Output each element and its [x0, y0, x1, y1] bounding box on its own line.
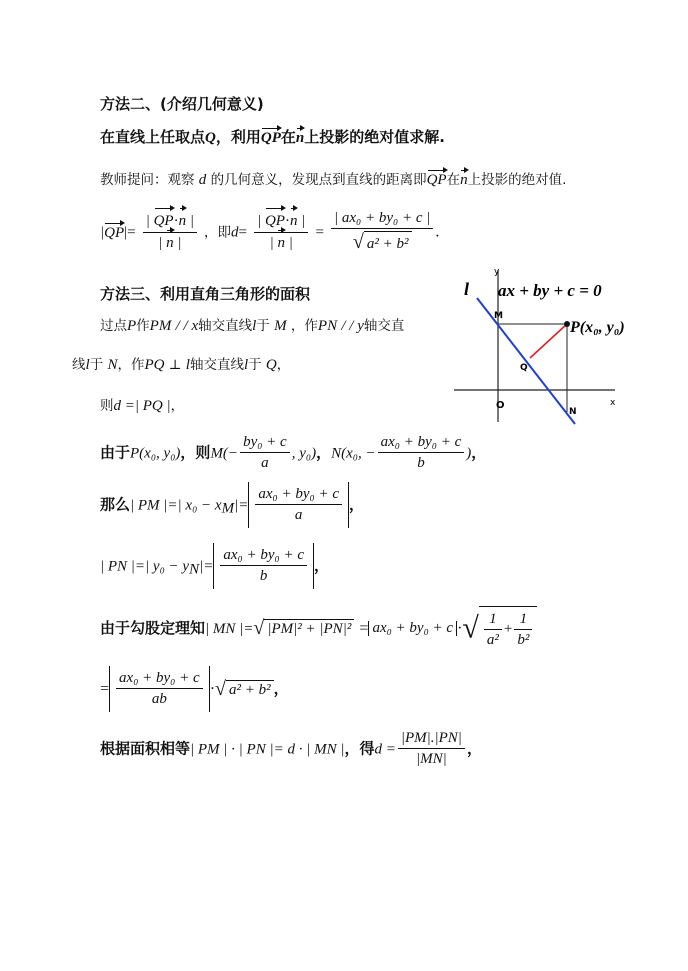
perpendicular-pq	[530, 324, 567, 358]
label-m: M	[494, 311, 503, 321]
area-equality: 根据面积相等| PM | · | PN |= d · | MN |，得d = $\frac{|PM|.|PN|}{|MN|}$ ，	[100, 730, 482, 768]
pm-length: 那么| PM |=| $x_0 - x_M|=$ $\frac{\text{ax₀ + by₀ + c}}{a}$ ，	[100, 482, 364, 528]
coordinates-m-n: 由于P(x₀, y₀)，则M(− $\frac{\text{by₀ + c}}{a}$ , y₀)，N(x₀, − $\frac{\text{ax₀ + by₀ + c}}{b}$ )，	[100, 434, 487, 472]
geometry-figure	[450, 262, 630, 427]
point-q: Q	[205, 130, 216, 146]
label-l: l	[464, 279, 470, 299]
teacher-question: 教师提问：观察 d 的几何意义，发现点到直线的距离即QP在n上投影的绝对值.	[100, 172, 567, 188]
label-origin: O	[496, 400, 505, 411]
vector-n: n	[295, 130, 305, 146]
pn-length: | PN |=| $y_0 - y_N|=$ $\frac{\text{ax₀ + by₀ + c}}{b}$ ，	[100, 543, 329, 589]
label-x: x	[610, 398, 616, 408]
method3-title: 方法三、利用直角三角形的面积	[100, 285, 311, 303]
vector-qp: QP	[260, 130, 281, 146]
construction-line-1: 过点P作PM / / x轴交直线l于 M ，作PN / / y轴交直	[100, 318, 405, 334]
then-d-eq-pq: 则d =| PQ |，	[100, 398, 185, 414]
label-equation: ax + by + c = 0	[498, 281, 602, 300]
distance-formula-projection: |QP|= $\frac{| QP\cdot n |}{| n |}$ ，即d= $\frac{| QP\cdot n |}{| n |}$ = $\frac{\text{| ax₀ + by₀ + c |}}{\text{√ a² + b²}}$ .	[100, 210, 440, 254]
mn-length-pythagoras: 由于勾股定理知| MN |=√ |PM|² + |PN|² = ax₀ + by₀ + c ·√ $\frac{1}{\text{a²}}$ + $\frac{1}{\text{b²}}$	[100, 606, 537, 651]
method2-statement: 在直线上任取点Q，利用QP在n上投影的绝对值求解.	[100, 128, 445, 146]
label-n: N	[569, 407, 577, 417]
label-p: P(x₀, y₀)	[570, 319, 625, 336]
mn-length-simplified: = $\frac{\text{ax₀ + by₀ + c}}{ab}$ ·√ a² + b² ，	[100, 666, 289, 712]
line-l	[477, 298, 575, 424]
label-y: y	[494, 267, 500, 277]
method2-title: 方法二、(介绍几何意义)	[100, 95, 264, 113]
label-q: Q	[520, 363, 528, 373]
construction-line-2: 线l于 N，作PQ ⊥ l轴交直线l于 Q，	[72, 357, 291, 373]
